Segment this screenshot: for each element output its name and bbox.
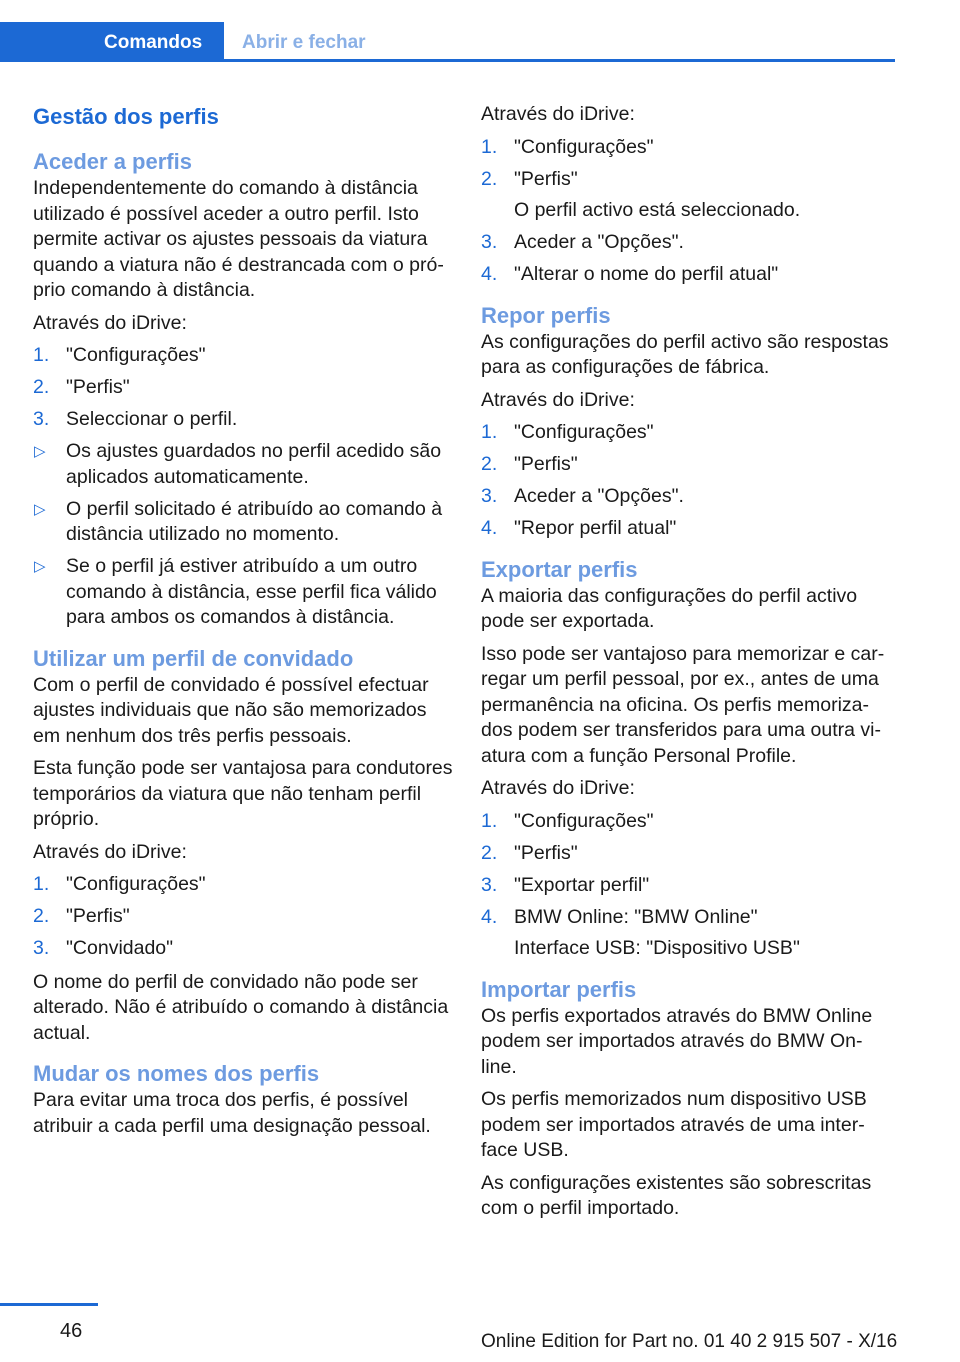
paragraph: Através do iDrive: <box>481 388 635 411</box>
right-column <box>481 102 891 1229</box>
steps-list <box>481 420 891 542</box>
paragraph: Isso pode ser vantajoso para memorizar e carregar um perfil pessoal, por ex., antes de uma permanência na oficina. Os perfis memorizados podem ser transferidos para uma outra viatura com a função Personal Profile. <box>481 642 885 767</box>
steps-list <box>481 135 891 288</box>
triangle-bullet-icon: ▷ <box>34 443 46 460</box>
list-item: 1. "Configurações" <box>33 873 206 895</box>
left-column <box>33 102 453 1146</box>
list-item: 1. "Configurações" <box>481 809 654 832</box>
list-item: 3. Aceder a "Opções". <box>481 231 684 253</box>
heading-aceder-a-perfis: Aceder a perfis <box>33 149 192 174</box>
list-item: 4. BMW Online: "BMW Online" Interface USB: "Dispositivo USB" <box>481 905 800 959</box>
list-item: 2. "Perfis" O perfil activo está seleccionado. <box>481 167 801 221</box>
page-number: 46 <box>60 1320 83 1342</box>
list-item: 2. "Perfis" <box>481 453 578 475</box>
paragraph: A maioria das configurações do perfil activo pode ser exportada. <box>481 584 858 632</box>
list-item: 2. "Perfis" <box>33 376 130 398</box>
list-item: 4. "Alterar o nome do perfil atual" <box>481 263 779 285</box>
paragraph: O nome do perfil de convidado não pode ser alterado. Não é atribuído o comando à distância actual. <box>33 970 449 1044</box>
bullet-item: ▷ Se o perfil já estiver atribuído a um outro comando à distância, esse perfil fica válido para ambos os comandos à distância. <box>34 555 437 628</box>
bullet-item: ▷ Os ajustes guardados no perfil acedido são aplicados automaticamente. <box>34 440 442 488</box>
list-item: 4. "Repor perfil atual" <box>481 517 677 539</box>
paragraph: Os perfis memorizados num dispositivo USB podem ser importados através de uma interface USB. <box>481 1088 867 1161</box>
header-rule <box>224 59 895 62</box>
paragraph: Para evitar uma troca dos perfis, é possível atribuir a cada perfil uma designação pessoal. <box>33 1089 431 1137</box>
edition-note: Online Edition for Part no. 01 40 2 915 507 - X/16 <box>481 1331 898 1352</box>
list-item: 1. "Configurações" <box>481 135 654 158</box>
paragraph: Os perfis exportados através do BMW Online podem ser importados através do BMW Online. <box>481 1004 873 1078</box>
list-item: 2. "Perfis" <box>481 841 578 864</box>
heading-importar-perfis: Importar perfis <box>481 976 637 1002</box>
list-item: 3. "Exportar perfil" <box>481 873 650 896</box>
heading-exportar-perfis: Exportar perfis <box>481 556 638 582</box>
paragraph: As configurações do perfil activo são respostas para as configurações de fábrica. <box>481 330 889 378</box>
list-item: 1. "Configurações" <box>33 344 206 366</box>
paragraph: Independentemente do comando à distância utilizado é possível aceder a outro perfil. Isto permite activar os ajustes pessoais da viatura quando a viatura não é destrancada com o próprio comando à distância. <box>33 177 444 301</box>
heading-perfil-de-convidado: Utilizar um perfil de convidado <box>33 645 354 671</box>
list-item: 3. Seleccionar o perfil. <box>33 408 238 430</box>
paragraph: Com o perfil de convidado é possível efectuar ajustes individuais que não são memorizados em nenhum dos três perfis pessoais. <box>33 673 429 747</box>
paragraph: Através do iDrive: <box>481 103 635 125</box>
steps-list <box>33 872 453 962</box>
triangle-bullet-icon: ▷ <box>34 500 46 518</box>
paragraph: Através do iDrive: <box>33 311 187 334</box>
list-item: 3. Aceder a "Opções". <box>481 485 684 507</box>
paragraph: Através do iDrive: <box>33 840 187 863</box>
steps-list <box>481 809 891 962</box>
list-item: 2. "Perfis" <box>33 905 130 927</box>
tab-abrir-e-fechar[interactable]: Abrir e fechar <box>242 32 366 53</box>
list-item: 3. "Convidado" <box>33 937 174 959</box>
heading-mudar-nomes: Mudar os nomes dos perfis <box>33 1061 320 1086</box>
steps-list <box>33 343 453 631</box>
paragraph: Esta função pode ser vantajosa para condutores temporários da viatura que não tenham perfil próprio. <box>33 757 453 830</box>
paragraph: As configurações existentes são sobrescritas com o perfil importado. <box>481 1171 872 1219</box>
triangle-bullet-icon: ▷ <box>34 558 46 575</box>
footer-rule <box>0 1303 98 1306</box>
bullet-item: ▷ O perfil solicitado é atribuído ao comando à distância utilizado no momento. <box>34 497 443 545</box>
page-title: Gestão dos perfis <box>33 104 219 129</box>
header-tabs <box>0 22 895 62</box>
list-item: 1. "Configurações" <box>481 421 654 443</box>
heading-repor-perfis: Repor perfis <box>481 302 611 328</box>
paragraph: Através do iDrive: <box>481 777 635 799</box>
tab-comandos[interactable]: Comandos <box>0 22 224 62</box>
